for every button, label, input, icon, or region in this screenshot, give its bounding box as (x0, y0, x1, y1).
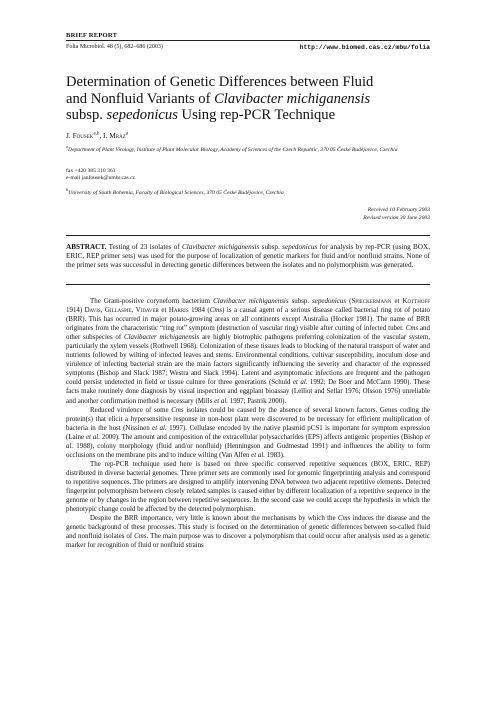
italic-term: sepedonicus (312, 297, 347, 305)
author-list (66, 131, 128, 140)
abstract-text-3: for analysis by rep-PCR (using BOX, ERIC, REP primer sets) was used for the purpose of localization of genetic markers for fluid and/or nonfluid strains. None of the primer sets was successful in detecting genetic differences between the isolates and no polymorphism was generated. (66, 243, 430, 270)
text-run: 1997; Pastrik 2000). (228, 396, 287, 405)
italic-term: Cms (134, 532, 147, 541)
title-line-3a: subsp. (66, 107, 107, 124)
text-run: et (158, 306, 169, 315)
italic-term: et al. (66, 432, 430, 450)
italic-term: Cms (337, 514, 351, 523)
fax-number: fax +420 385 310 363 (66, 168, 116, 174)
contact-block (66, 168, 135, 183)
body-paragraph (66, 406, 430, 460)
abstract-text-2: subsp. (259, 243, 283, 251)
affiliation-b (66, 186, 436, 197)
text-run: The Gram-positive coryneform bacterium (90, 297, 214, 305)
text-run: 1984 ( (188, 306, 210, 315)
abstract-text-1: Testing of 23 isolates of (106, 243, 182, 251)
text-run: and other subspecies of (66, 324, 430, 342)
affiliation-a (66, 143, 436, 154)
italic-term: Cms (209, 306, 223, 315)
affiliation-b-text: University of South Bohemia, Faculty of Biological Sciences, 370 05 České Budějovice, Czechia (68, 189, 284, 196)
article-type-label: BRIEF REPORT (66, 32, 118, 39)
abstract-species: Clavibacter michiganensis (181, 243, 260, 251)
title-line-1: Determination of Genetic Differences between Fluid (66, 74, 374, 90)
text-run: 1992; De Boer and McCann 1990). These facts make routinely done diagnosis by visual inspection and eggplant bioassay (Lelliot and Sellar 1976; Olsson 1976) unreliable and another confirmation method is necessary (Mills (66, 378, 430, 405)
revised-date: Revised version 30 June 2003 (363, 214, 430, 221)
title-species: Clavibacter michiganensis (214, 90, 371, 107)
italic-term: et al. (292, 378, 308, 387)
affiliation-a-marker: a (66, 144, 68, 149)
author-name: Kotthoff (402, 297, 431, 305)
text-run: ) is a causal agent of a serious disease called bacterial ring rot of potato (BRR). This has occurred in major potato-growing areas on all continents except Australia (Hocker 1981). The name of BRR originates from the characteristic “ring rot” symptom (destruction of vascular ring) visible after cutting of infected tuber. (66, 306, 430, 333)
text-run: The rep-PCR technique used here is based on three specific conserved repetitive sequences (BOX, ERIC, REP) distributed in diverse bacterial genomes. Three primer sets are commonly used for genomic fingerprinting analysis and correspond to repetitive sequences. The primers are designed to amplify intervening DNA between two adjacent repetitive elements. Detected fingerprint polymorphism between closely related samples is caused either by different localization of a repetitive sequence in the genome or by changes in the region between repetitive sequences. In the second case we could accept the hypothesis in which the phenotypic change could be affected by the detected polymorphism. (66, 459, 430, 514)
abstract-top-rule (66, 235, 430, 236)
affiliation-a-text: Department of Plant Virology, Institute of Plant Molecular Biology, Academy of Sciences of the Czech Republic, 370 05 České Budějovice, Czechia (67, 146, 398, 153)
email-address[interactable]: e-mail janfousek@umbr.cas.cz (66, 175, 135, 182)
text-run: 2000). The amount and composition of the extracellular polysaccharides (EPS) affects antigenic properties (Bishop (99, 432, 425, 441)
dates-block (363, 207, 430, 222)
italic-term: Clavibacter michiganensis (213, 297, 289, 305)
affiliation-b-marker: b (66, 187, 69, 192)
text-run: et (391, 297, 403, 305)
text-run: Despite the BRR importance, very little is known about the mechanisms by which the (90, 514, 338, 523)
abstract-bottom-rule (66, 284, 430, 285)
italic-term: et al. (152, 423, 167, 432)
text-run: Reduced virulence of some (90, 405, 172, 414)
body-paragraph (66, 297, 430, 406)
body-paragraph (66, 514, 430, 550)
title-line-2a: and Nonfluid Variants of (66, 90, 215, 107)
journal-url-link[interactable]: http://www.biomed.cas.cz/mbu/folia (299, 44, 430, 51)
abstract (66, 243, 430, 271)
body-text (66, 297, 430, 550)
journal-citation: Folia Microbiol. 48 (5), 682–686 (2003) (66, 44, 163, 50)
header-rule (66, 40, 430, 41)
text-run: induces the disease and the genetic background of these processes. This study is focused on the determination of genetic differences between so-called fluid and nonfluid isolates of (66, 514, 430, 541)
body-paragraph (66, 460, 430, 514)
text-run: 1988), colony morphology (fluid and/or nonfluid) (Henningson and Gudmestad 1991) and influences the ability to form occlusions on the membrane pits and to induce wilting (Van Alfen (66, 441, 430, 459)
text-run: isolates could be caused by the absence of several known factors. Genes coding the protein(s) that elicit a hypersensitive response in non-host plant were discovered to be necessary for efficient multiplication of bacteria in the host (Nissinen (66, 405, 430, 432)
text-run: 1914) (66, 306, 85, 315)
text-run: ( (346, 297, 352, 305)
received-date: Received 10 February 2003 (367, 207, 430, 213)
author-separator: , (99, 131, 104, 140)
text-run: are highly biotrophic pathogens preferring colonization of the vascular system, particularly the xylem vessels (Rothwell 1968). Colonization of these tissues leads to blocking of the natural transport of water and nutrients followed by wilting of infected leaves and stems. Environmental conditions, cultivar susceptibility, inoculum dose and virulence of infecting bacterial strain are the main factors significantly influencing the severity and character of the expressed symptoms (Bishop and Slack 1987; Westra and Slack 1994). Latent and asymptomatic infections are frequent and the pathogen could persist undetected in field or tissue culture for three generations (Schuld (66, 333, 430, 387)
title-subspecies: sepedonicus (106, 107, 178, 124)
author-name: Harris (168, 306, 189, 315)
italic-term: et al. (85, 432, 100, 441)
italic-term: Cms (171, 405, 184, 414)
author-1-affil: a,b (93, 131, 100, 137)
author-2-affil: a (125, 131, 129, 137)
author-name: Spieckermann (351, 297, 392, 305)
author-name: Davis, Gillaspie, Vidaver (84, 306, 159, 315)
italic-term: et al. (214, 396, 229, 405)
text-run: subsp. (288, 297, 313, 305)
italic-term: Clavibacter michiganensis (123, 333, 200, 342)
title-line-3c: Using rep-PCR Technique (177, 107, 336, 124)
text-run: 1983). (265, 450, 285, 459)
author-1: J. Fousek (66, 131, 94, 140)
text-run: . The main purpose was to discover a polymorphism that could occur after analysis used as a genetic marker for recognition of fluid or nonfluid strains (66, 532, 430, 550)
italic-term: et al. (251, 450, 266, 459)
abstract-label: ABSTRACT. (66, 243, 107, 251)
abstract-subspecies: sepedonicus (282, 243, 318, 251)
author-2: I. Mráz (103, 131, 126, 140)
text-run: 1997). Cellulase encoded by the native plasmid pCS1 is important for symptom expression (Laine (66, 423, 430, 441)
italic-term: Cms (405, 324, 419, 333)
paper-title (66, 74, 436, 124)
